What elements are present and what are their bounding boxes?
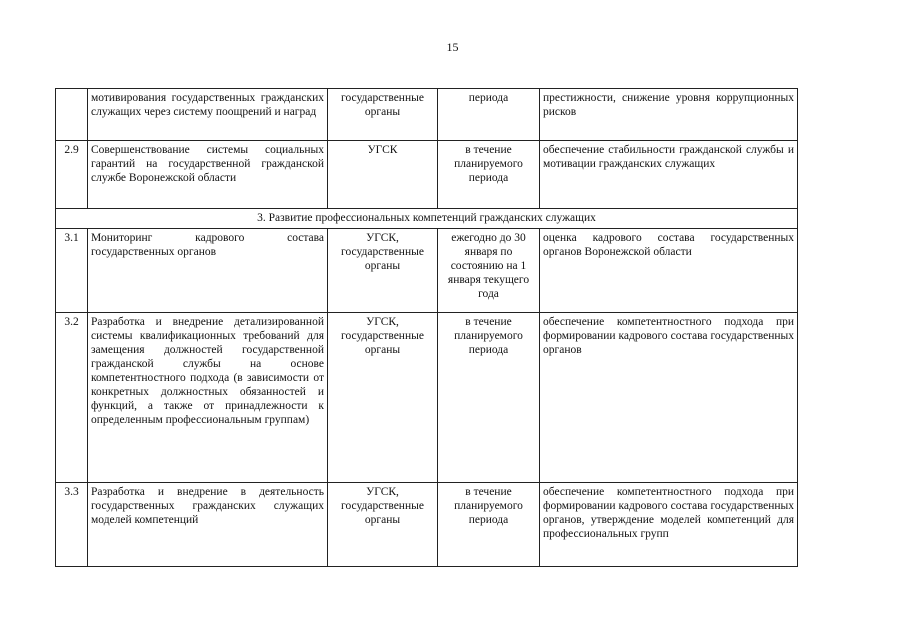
result-cell: обеспечение компетентностного подхода при формировании кадрового состава государственных органов	[540, 313, 798, 483]
result-cell: обеспечение стабильности гражданской службы и мотивации гражданских служащих	[540, 141, 798, 209]
deadline-cell: в течение планируемого периода	[438, 483, 540, 567]
table-row	[56, 313, 798, 483]
row-number	[56, 89, 88, 141]
deadline-cell: в течение планируемого периода	[438, 313, 540, 483]
activity-cell: Совершенствование системы социальных гарантий на государственной гражданской службе Воронежской области	[88, 141, 328, 209]
table-row	[56, 141, 798, 209]
page-number: 15	[446, 40, 459, 54]
activity-cell: Разработка и внедрение в деятельность государственных гражданских служащих моделей компетенций	[88, 483, 328, 567]
table-row	[56, 229, 798, 313]
deadline-cell: в течение планируемого периода	[438, 141, 540, 209]
section-row	[56, 209, 798, 229]
responsible-cell: УГСК, государственные органы	[328, 483, 438, 567]
responsible-cell: УГСК	[328, 141, 438, 209]
responsible-cell: УГСК, государственные органы	[328, 229, 438, 313]
result-cell: оценка кадрового состава государственных органов Воронежской области	[540, 229, 798, 313]
activity-cell: Разработка и внедрение детализированной системы квалификационных требований для замещения должностей государственной гражданской службы на основе компетентностного подхода (в зависимости от конкретных должностных обязанностей и функций, а также от принадлежности к определенным профессиональным группам)	[88, 313, 328, 483]
row-number: 3.1	[56, 229, 88, 313]
section-title: 3. Развитие профессиональных компетенций гражданских служащих	[56, 209, 798, 229]
deadline-cell: периода	[438, 89, 540, 141]
responsible-cell: УГСК, государственные органы	[328, 313, 438, 483]
row-number: 3.2	[56, 313, 88, 483]
table-row	[56, 89, 798, 141]
result-cell: престижности, снижение уровня коррупционных рисков	[540, 89, 798, 141]
activity-cell: Мониторинг кадрового состава государственных органов	[88, 229, 328, 313]
table-row	[56, 483, 798, 567]
activity-cell: мотивирования государственных гражданских служащих через систему поощрений и наград	[88, 89, 328, 141]
responsible-cell: государственные органы	[328, 89, 438, 141]
row-number: 3.3	[56, 483, 88, 567]
row-number: 2.9	[56, 141, 88, 209]
plan-table	[55, 88, 798, 567]
result-cell: обеспечение компетентностного подхода при формировании кадрового состава государственных органов, утверждение моделей компетенций для профессиональных групп	[540, 483, 798, 567]
deadline-cell: ежегодно до 30 января по состоянию на 1 января текущего года	[438, 229, 540, 313]
